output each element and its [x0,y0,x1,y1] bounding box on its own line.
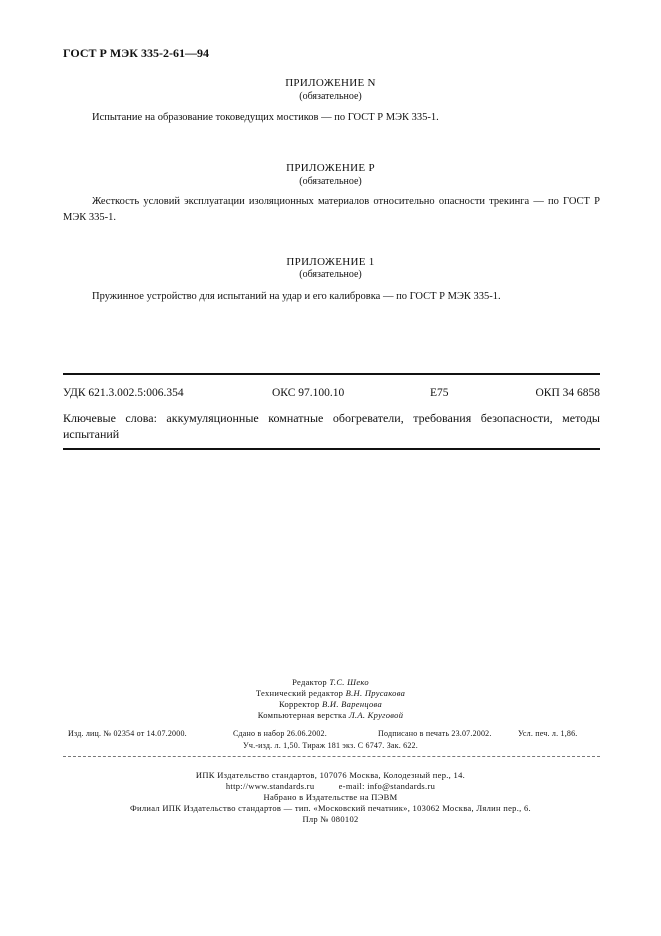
classification-code: Е75 [430,387,449,399]
print-sheets: Усл. печ. л. 1,86. [518,729,578,738]
publication-line-2: Уч.-изд. л. 1,50. Тираж 181 экз. С 6747. Зак. 622. [243,741,418,750]
okp-code: ОКП 34 6858 [535,387,600,399]
tech-editor-line [0,688,661,699]
editor-role: Редактор [292,677,327,687]
keywords: Ключевые слова: аккумуляционные комнатные обогреватели, требования безопасности, методы испытаний [63,411,600,441]
layout-name: Л.А. Круговой [348,710,404,720]
printing-house: Филиал ИПК Издательство стандартов — тип. «Московский печатник», 103062 Москва, Лялин пер., 6. [130,803,531,813]
publisher-contacts: http://www.standards.ru e-mail: info@standards.ru [225,781,436,791]
sign-date: Подписано в печать 23.07.2002. [378,729,492,738]
top-rule [63,373,600,375]
oks-code: ОКС 97.100.10 [272,387,345,399]
layout-line [0,710,661,721]
layout-role: Компьютерная верстка [257,710,347,720]
appendix-n-text: Испытание на образование токоведущих мостиков — по ГОСТ Р МЭК 335-1. [92,112,439,123]
license-info: Изд. лиц. № 02354 от 14.07.2000. [68,729,187,738]
appendix-p-subtitle: (обязательное) [299,176,362,187]
publisher-address: ИПК Издательство стандартов, 107076 Москва, Колодезный пер., 14. [195,770,466,780]
tech-editor-name: В.Н. Прусакова [345,688,406,698]
separator-dashed [63,756,600,757]
appendix-1-text: Пружинное устройство для испытаний на удар и его калибровка — по ГОСТ Р МЭК 335-1. [92,291,501,302]
corrector-role: Корректор [278,699,320,709]
udk-code: УДК 621.3.002.5:006.354 [63,387,184,399]
set-date: Сдано в набор 26.06.2002. [233,729,327,738]
bottom-rule [63,448,600,450]
plr-number: Плр № 080102 [302,814,359,824]
appendix-p-title: ПРИЛОЖЕНИЕ Р [286,162,375,174]
corrector-name: В.И. Варенцова [321,699,383,709]
appendix-1-subtitle: (обязательное) [299,269,362,280]
corrector-line [0,699,661,710]
typeset-note: Набрано в Издательстве на ПЭВМ [263,792,398,802]
appendix-n-title: ПРИЛОЖЕНИЕ N [285,77,376,89]
editor-name: Т.С. Шеко [329,677,369,687]
document-header: ГОСТ Р МЭК 335-2-61—94 [63,46,209,60]
editor-line [0,677,661,688]
appendix-1-title: ПРИЛОЖЕНИЕ 1 [286,256,375,268]
appendix-p-text: Жесткость условий эксплуатации изоляционных материалов относительно опасности трекинга — по ГОСТ Р МЭК 335-1. [63,196,600,223]
appendix-n-subtitle: (обязательное) [299,91,362,102]
tech-editor-role: Технический редактор [255,688,344,698]
